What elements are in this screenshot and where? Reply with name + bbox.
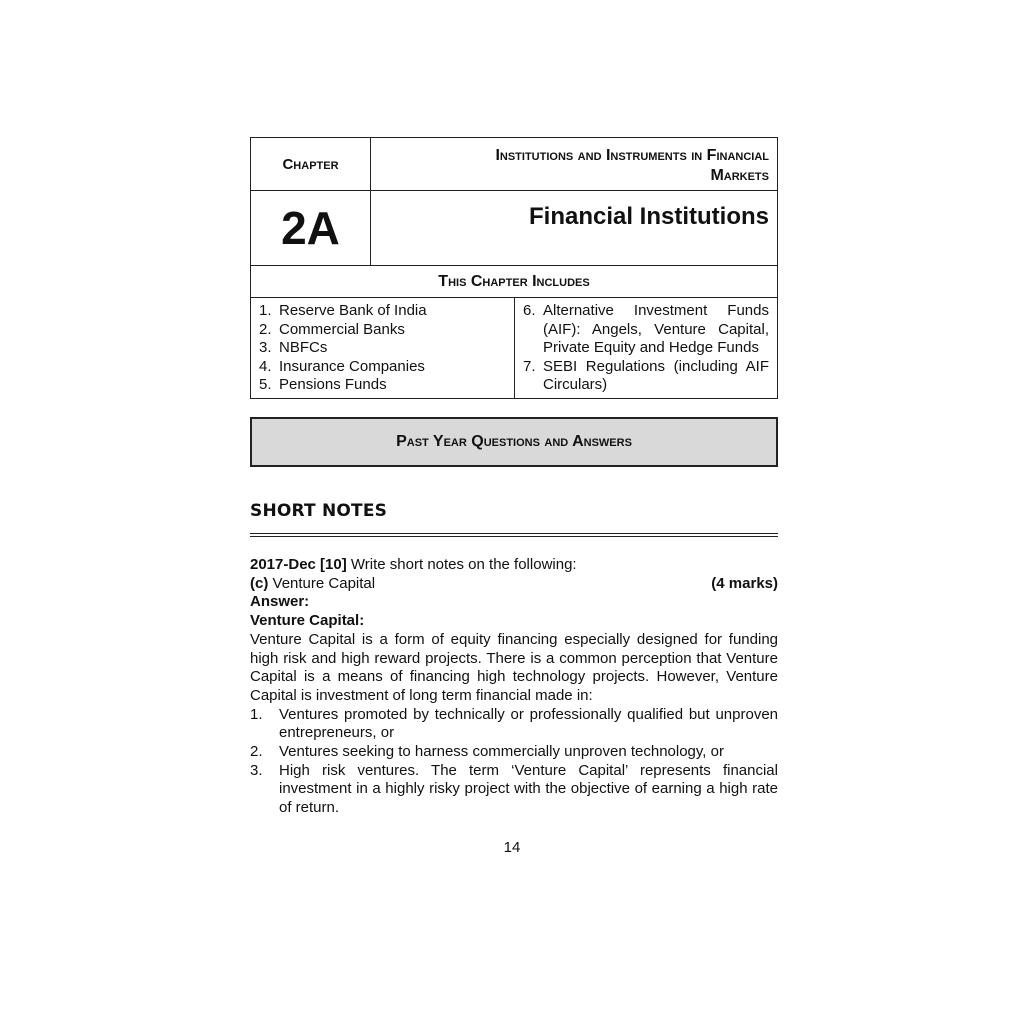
chapter-number: 2A xyxy=(251,191,371,266)
includes-list-right xyxy=(515,298,777,398)
list-item: 3. High risk ventures. The term ‘Venture Capital’ represents financial investment in a highly risky project with the objective of earning a high rate of return. xyxy=(250,761,778,817)
question-marks: (4 marks) xyxy=(711,574,778,592)
answer-paragraph: Venture Capital is a form of equity financing especially designed for funding high risk and high reward projects. There is a common perception that Venture Capital is a means of financing high technology projects. However, Venture Capital is investment of long term financial made in: xyxy=(250,630,778,704)
list-item: 2. Ventures seeking to harness commercially unproven technology, or xyxy=(250,743,724,761)
chapter-header-box xyxy=(250,137,778,399)
list-item: 5. Pensions Funds xyxy=(259,376,387,394)
answer-label: Answer: xyxy=(250,593,310,611)
part-title-line2: Markets xyxy=(710,167,769,184)
question-part: (c) xyxy=(250,574,269,592)
section-heading: SHORT NOTES xyxy=(250,501,388,521)
list-item: 1. Ventures promoted by technically or professionally qualified but unproven entrepreneurs, or xyxy=(250,705,778,742)
chapter-label: Chapter xyxy=(251,138,371,191)
answer-heading: Venture Capital: xyxy=(250,612,365,630)
question-content xyxy=(250,556,778,818)
list-item: 7. SEBI Regulations (including AIF Circulars) xyxy=(523,357,769,394)
question-line xyxy=(250,556,778,575)
page-number: 14 xyxy=(503,839,521,856)
question-part-text: Venture Capital xyxy=(272,574,376,592)
list-item: 4. Insurance Companies xyxy=(259,357,425,375)
chapter-title: Financial Institutions xyxy=(371,191,777,266)
list-item: 2. Commercial Banks xyxy=(259,320,405,338)
includes-list-left xyxy=(251,298,515,398)
part-title xyxy=(371,138,777,191)
question-ref: 2017-Dec [10] xyxy=(250,556,347,573)
list-item: 6. Alternative Investment Funds (AIF): Angels, Venture Capital, Private Equity and Hedge Funds xyxy=(523,302,769,357)
divider xyxy=(250,536,778,537)
past-year-banner: Past Year Questions and Answers xyxy=(250,417,778,467)
divider xyxy=(250,533,778,534)
question-part-line xyxy=(250,575,778,594)
part-title-line1: Institutions and Instruments in Financial xyxy=(495,147,769,164)
list-item: 3. NBFCs xyxy=(259,339,328,357)
question-prompt: Write short notes on the following: xyxy=(350,556,577,573)
list-item: 1. Reserve Bank of India xyxy=(259,302,427,319)
includes-label: This Chapter Includes xyxy=(251,266,777,298)
